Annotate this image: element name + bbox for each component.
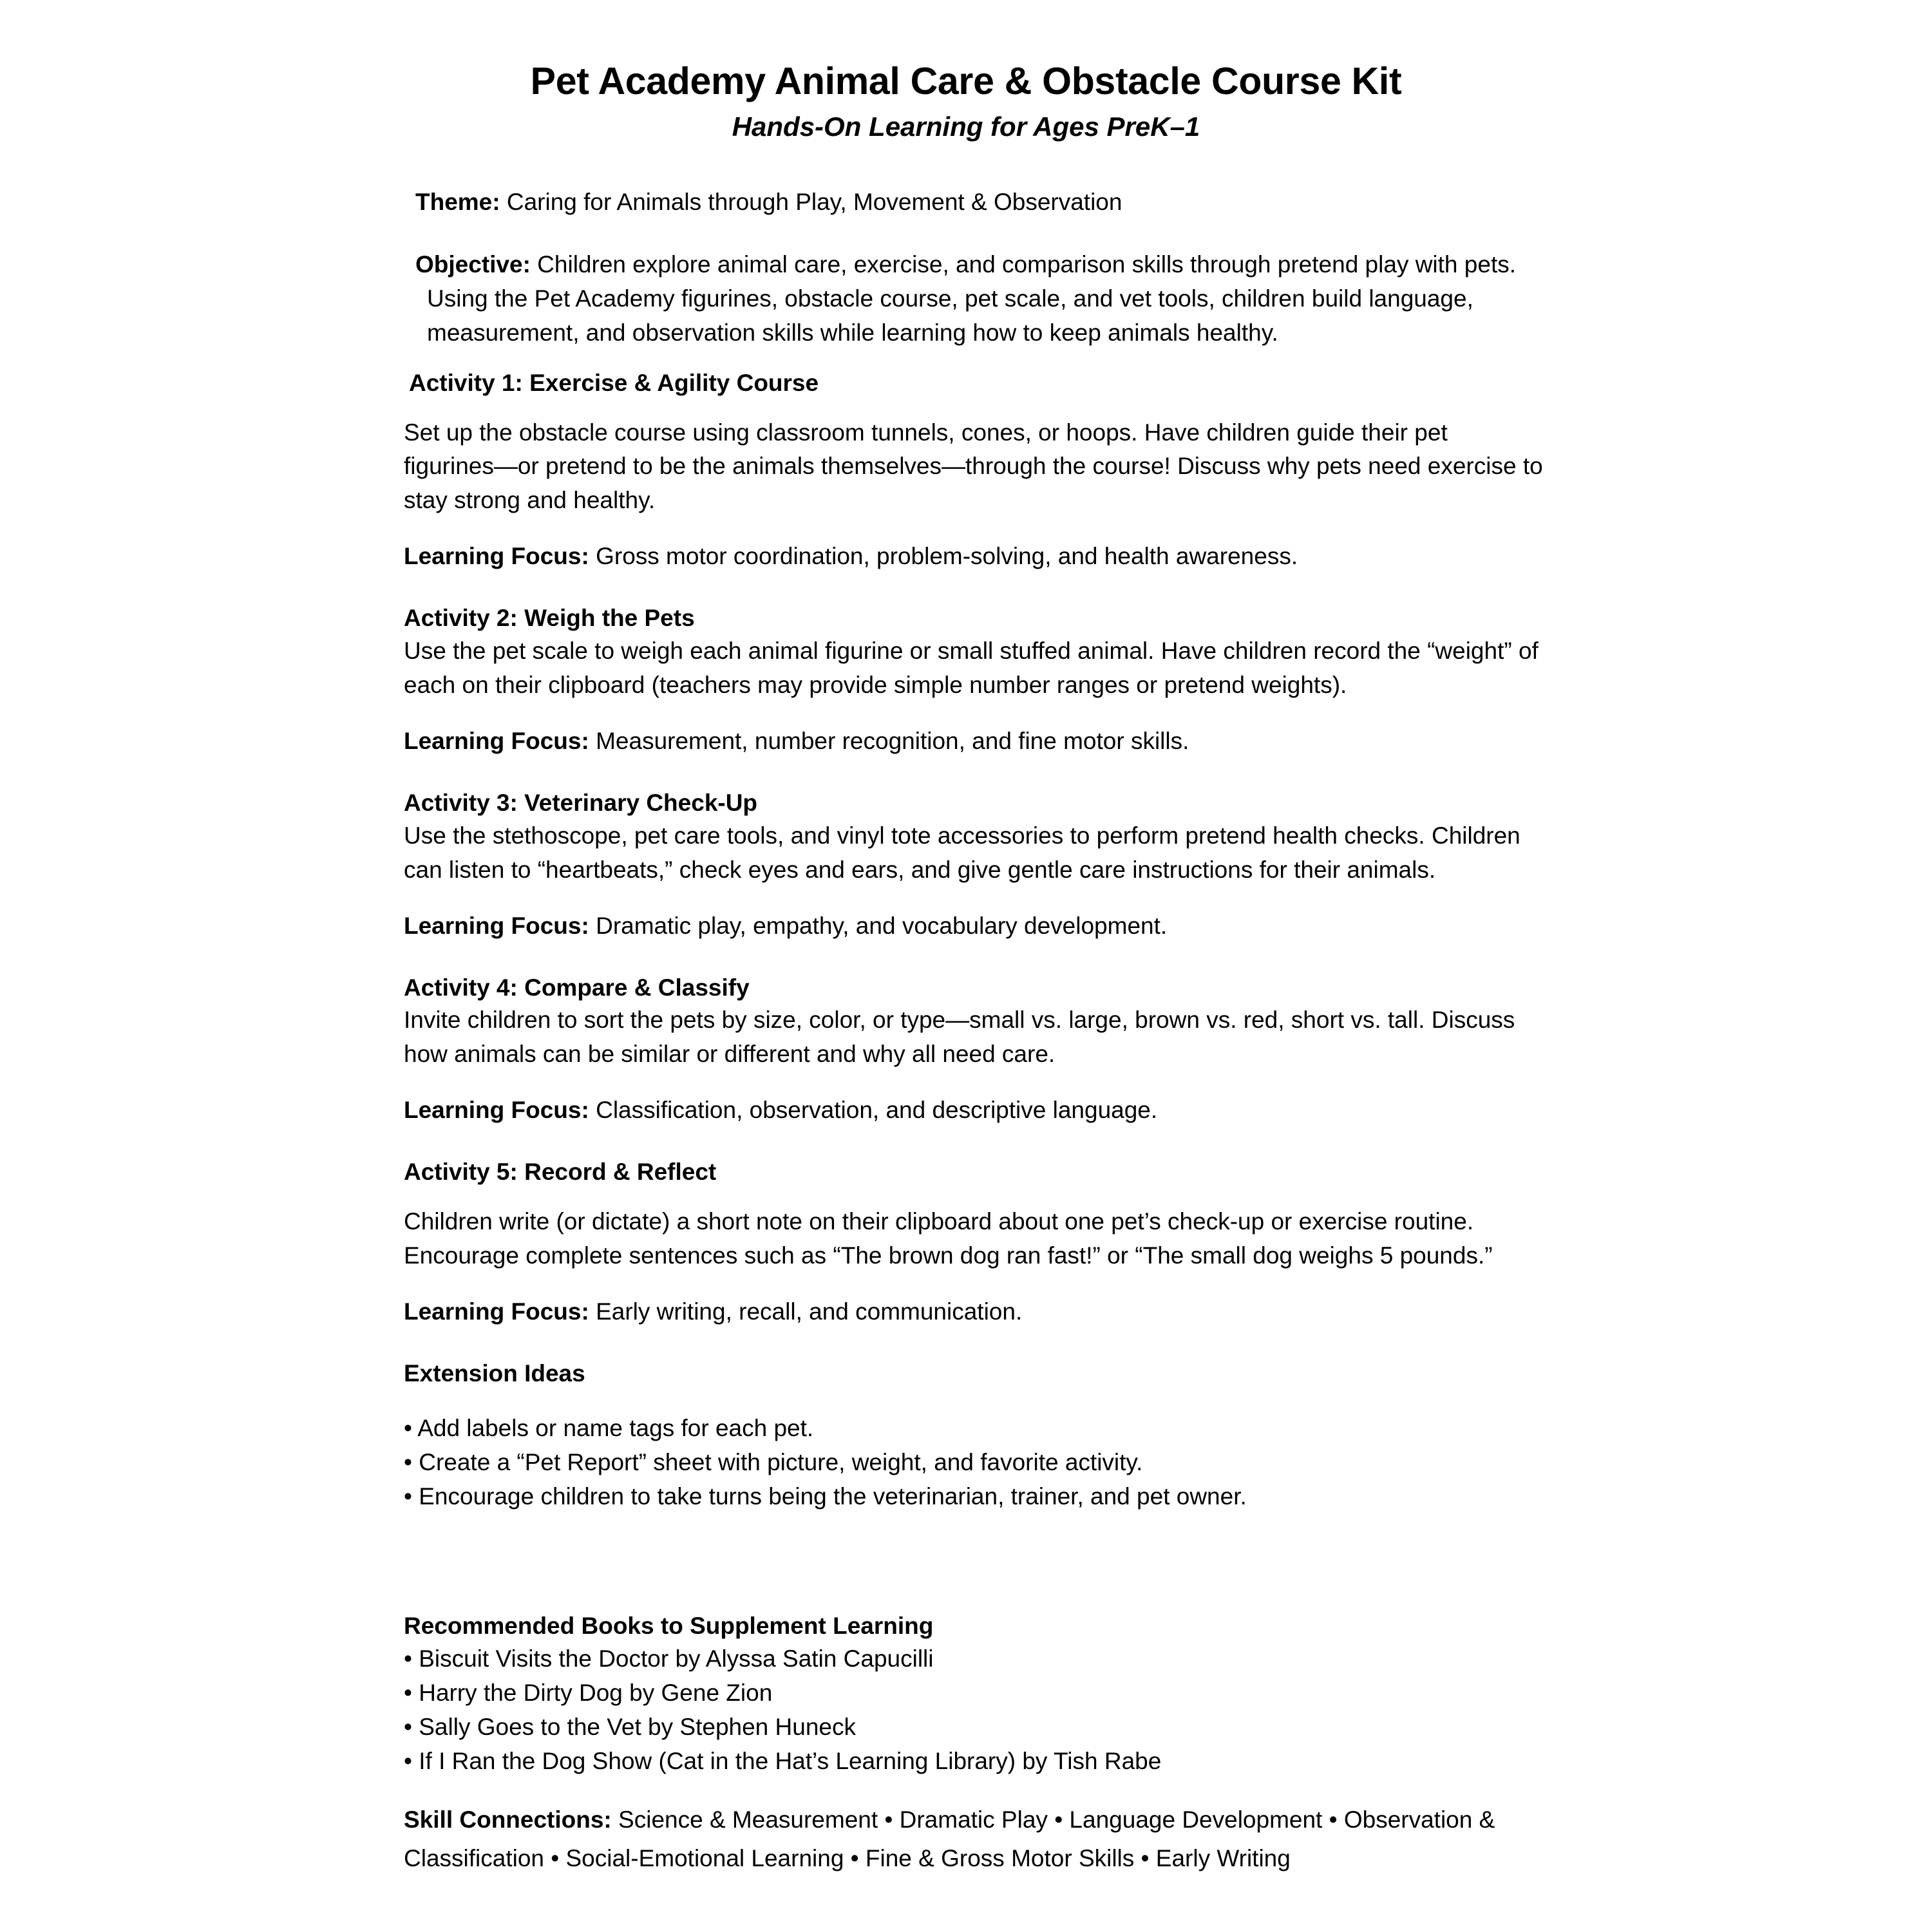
spacer xyxy=(404,943,1544,972)
list-item: • Harry the Dirty Dog by Gene Zion xyxy=(404,1680,773,1707)
learning-focus-text: Classification, observation, and descriptive language. xyxy=(589,1097,1158,1124)
activity-5-body: Children write (or dictate) a short note on their clipboard about one pet’s check-up or exercise routine. Encourage complete sentences such as “The brown dog ran fast!” or “The small dog weighs 5 pounds.” xyxy=(404,1208,1493,1269)
theme-line xyxy=(415,185,1544,220)
theme-text: Caring for Animals through Play, Movement & Observation xyxy=(500,189,1122,215)
learning-focus-label: Learning Focus: xyxy=(404,912,589,939)
spacer xyxy=(404,759,1544,787)
document-header xyxy=(0,0,1932,144)
spacer xyxy=(404,1188,1544,1205)
learning-focus-label: Learning Focus: xyxy=(404,1298,589,1325)
skill-connections-text: Science & Measurement • Dramatic Play • Language Development • Observation & Classification • Social-Emotional Learning • Fine & Gross Motor Skills • Early Writing xyxy=(404,1806,1495,1871)
activity-5-heading: Activity 5: Record & Reflect xyxy=(404,1159,717,1186)
list-item: • Encourage children to take turns being the veterinarian, trainer, and pet owner. xyxy=(404,1482,1247,1510)
extension-ideas-list xyxy=(404,1412,1544,1514)
learning-focus-text: Gross motor coordination, problem-solving, and health awareness. xyxy=(589,543,1298,570)
activity-1-heading: Activity 1: Exercise & Agility Course xyxy=(409,369,819,396)
extension-ideas-heading: Extension Ideas xyxy=(404,1359,585,1387)
spacer xyxy=(404,1273,1544,1295)
learning-focus-text: Early writing, recall, and communication. xyxy=(589,1298,1023,1325)
list-item: • If I Ran the Dog Show (Cat in the Hat’s Learning Library) by Tish Rabe xyxy=(404,1748,1162,1775)
skill-connections-label: Skill Connections: xyxy=(404,1806,612,1833)
activity-4-focus xyxy=(404,1094,1544,1128)
learning-focus-label: Learning Focus: xyxy=(404,1097,589,1124)
spacer xyxy=(404,574,1544,602)
objective-label: Objective: xyxy=(415,251,531,278)
activity-3-heading: Activity 3: Veterinary Check-Up xyxy=(404,789,758,816)
spacer xyxy=(404,1128,1544,1156)
spacer xyxy=(404,1513,1544,1610)
learning-focus-label: Learning Focus: xyxy=(404,727,589,754)
skill-connections xyxy=(404,1801,1544,1878)
spacer xyxy=(404,1390,1544,1412)
recommended-books-heading: Recommended Books to Supplement Learning xyxy=(404,1613,934,1640)
spacer xyxy=(404,1329,1544,1358)
list-item: • Sally Goes to the Vet by Stephen Huneck xyxy=(404,1714,856,1741)
activity-5-focus xyxy=(404,1295,1544,1329)
activity-3-focus xyxy=(404,909,1544,943)
learning-focus-label: Learning Focus: xyxy=(404,543,589,570)
theme-label: Theme: xyxy=(415,189,500,215)
activity-2-body: Use the pet scale to weigh each animal figurine or small stuffed animal. Have children record the “weight” of each on their clipboard (teachers may provide simple number ranges or pretend weights). xyxy=(404,638,1539,699)
learning-focus-text: Dramatic play, empathy, and vocabulary development. xyxy=(589,912,1168,939)
spacer xyxy=(404,350,1544,367)
spacer xyxy=(404,220,1544,248)
list-item: • Add labels or name tags for each pet. xyxy=(404,1414,814,1441)
list-item: • Biscuit Visits the Doctor by Alyssa Satin Capucilli xyxy=(404,1645,934,1672)
activity-2-focus xyxy=(404,724,1544,759)
spacer xyxy=(404,1072,1544,1094)
activity-3-body: Use the stethoscope, pet care tools, and vinyl tote accessories to perform pretend health checks. Children can listen to “heartbeats,” check eyes and ears, and give gentle care instructions for their animals. xyxy=(404,822,1520,883)
activity-1-focus xyxy=(404,540,1544,574)
spacer xyxy=(404,1779,1544,1801)
activity-4-heading: Activity 4: Compare & Classify xyxy=(404,974,750,1001)
spacer xyxy=(404,887,1544,909)
spacer xyxy=(404,399,1544,416)
list-item: • Create a “Pet Report” sheet with picture, weight, and favorite activity. xyxy=(404,1448,1143,1475)
spacer xyxy=(404,518,1544,540)
spacer xyxy=(404,703,1544,724)
activity-1-body: Set up the obstacle course using classroom tunnels, cones, or hoops. Have children guide their pet figurines—or pretend to be the animals themselves—through the course! Discuss why pets need exercise to stay strong and healthy. xyxy=(404,419,1543,514)
document-body xyxy=(404,185,1544,1878)
page-subtitle: Hands-On Learning for Ages PreK–1 xyxy=(732,111,1200,142)
recommended-books-list xyxy=(404,1642,1544,1779)
objective-text: Children explore animal care, exercise, and comparison skills through pretend play with pets. Using the Pet Academy figurines, obstacle course, pet scale, and vet tools, children build language, measurement, and observation skills while learning how to keep animals healthy. xyxy=(427,251,1517,346)
activity-4-body: Invite children to sort the pets by size, color, or type—small vs. large, brown vs. red, short vs. tall. Discuss how animals can be similar or different and why all need care. xyxy=(404,1007,1515,1068)
activity-2-heading: Activity 2: Weigh the Pets xyxy=(404,605,695,632)
page-title: Pet Academy Animal Care & Obstacle Course Kit xyxy=(530,60,1402,102)
objective-line xyxy=(415,248,1544,350)
learning-focus-text: Measurement, number recognition, and fine motor skills. xyxy=(589,727,1189,754)
